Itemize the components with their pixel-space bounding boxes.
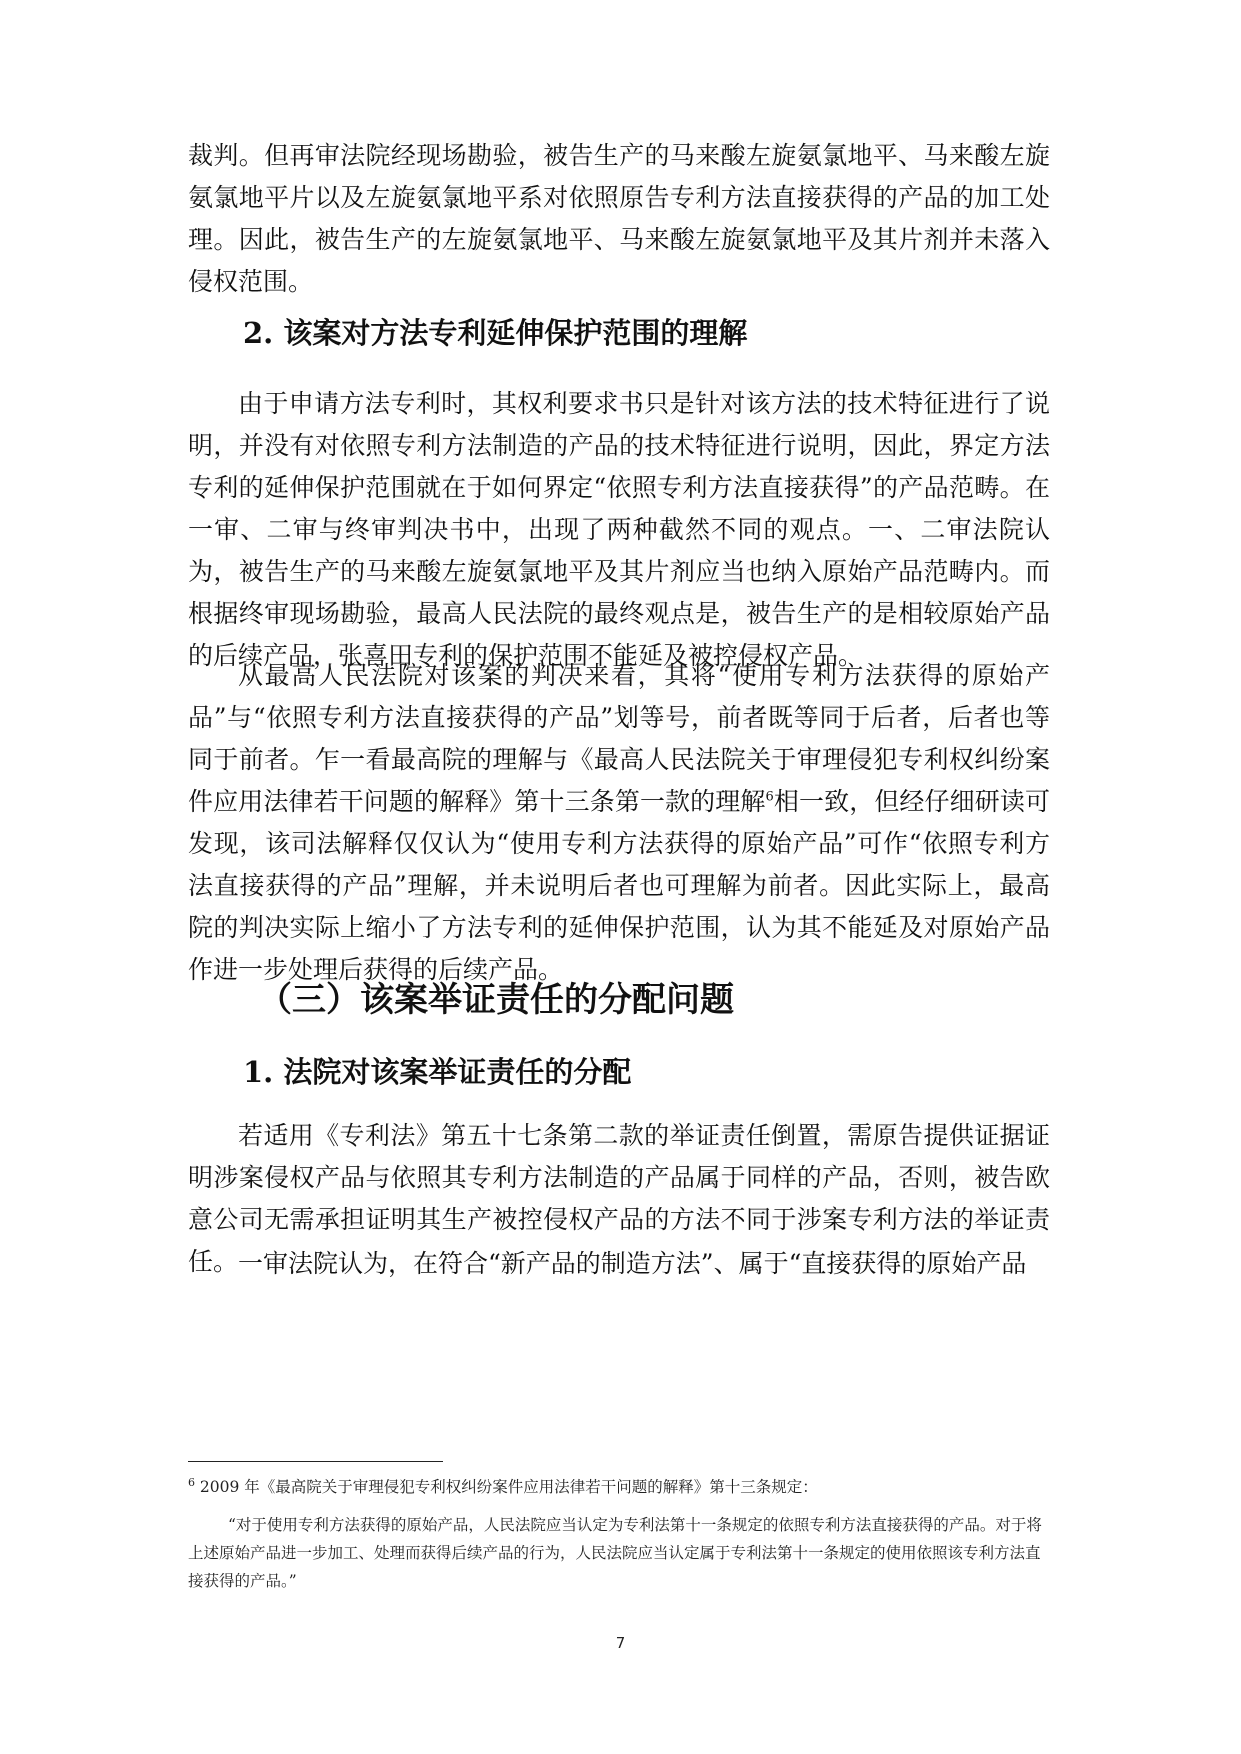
section-heading-burden-of-proof: （三）该案举证责任的分配问题 [258, 980, 734, 1020]
paragraph-supreme-court-view [188, 655, 1050, 991]
footnote-marker: 6 [188, 1475, 195, 1489]
footnote-intro [188, 1473, 1050, 1501]
paragraph-burden-reversal: 若适用《专利法》第五十七条第二款的举证责任倒置，需原告提供证据证明涉案侵权产品与依照其专利方法制造的产品属于同样的产品，否则，被告欧意公司无需承担证明其生产被控侵权产品的方法不同于涉案专利方法的举证责任。 [188, 1121, 1050, 1276]
paragraph-first-instance: 一审法院认为，在符合“新产品的制造方法”、属于“直接获得的原始产品 [238, 1249, 1027, 1278]
heading-court-allocation: 1. 法院对该案举证责任的分配 [243, 1055, 632, 1089]
page-number: 7 [615, 1634, 626, 1652]
paragraph-text-part2: 相一致，但经仔细研读可发现，该司法解释仅仅认为“使用专利方法获得的原始产品”可作“依照专利方法直接获得的产品”理解，并未说明后者也可理解为前者。因此实际上，最高院的判决实际上缩小了方法专利的延伸保护范围，认为其不能延及对原始产品作进一步处理后获得的后续产品。 [188, 787, 1050, 984]
footnote-reference[interactable]: 6 [765, 789, 774, 805]
paragraph-continued: 裁判。但再审法院经现场勘验，被告生产的马来酸左旋氨氯地平、马来酸左旋氨氯地平片以及左旋氨氯地平系对依照原告专利方法直接获得的产品的加工处理。因此，被告生产的左旋氨氯地平、马来酸左旋氨氯地平及其片剂并未落入侵权范围。 [188, 141, 1050, 296]
paragraph-protection-scope: 由于申请方法专利时，其权利要求书只是针对该方法的技术特征进行了说明，并没有对依照专利方法制造的产品的技术特征进行说明，因此，界定方法专利的延伸保护范围就在于如何界定“依照专利方法直接获得”的产品范畴。在一审、二审与终审判决书中，出现了两种截然不同的观点。一、二审法院认为，被告生产的马来酸左旋氨氯地平及其片剂应当也纳入原始产品范畴内。而根据终审现场勘验，最高人民法院的最终观点是，被告生产的是相较原始产品的后续产品，张喜田专利的保护范围不能延及被控侵权产品。 [188, 389, 1050, 670]
footnote-intro-text: 2009 年《最高院关于审理侵犯专利权纠纷案件应用法律若干问题的解释》第十三条规定： [195, 1478, 818, 1496]
footnote-quote: “对于使用专利方法获得的原始产品，人民法院应当认定为专利法第十一条规定的依照专利方法直接获得的产品。对于将上述原始产品进一步加工、处理而获得后续产品的行为，人民法院应当认定属于专利法第十一条规定的使用依照该专利方法直接获得的产品。” [188, 1516, 1042, 1590]
paragraph-text-part1: 从最高人民法院对该案的判决来看，其将“使用专利方法获得的原始产品”与“依照专利方法直接获得的产品”划等号，前者既等同于后者，后者也等同于前者。乍一看最高院的理解与《最高人民法院关于审理侵犯专利权纠纷案件应用法律若干问题的解释》第十三条第一款的理解 [188, 661, 1050, 816]
heading-extended-protection: 2. 该案对方法专利延伸保护范围的理解 [243, 316, 748, 350]
footnote-divider [188, 1461, 443, 1462]
